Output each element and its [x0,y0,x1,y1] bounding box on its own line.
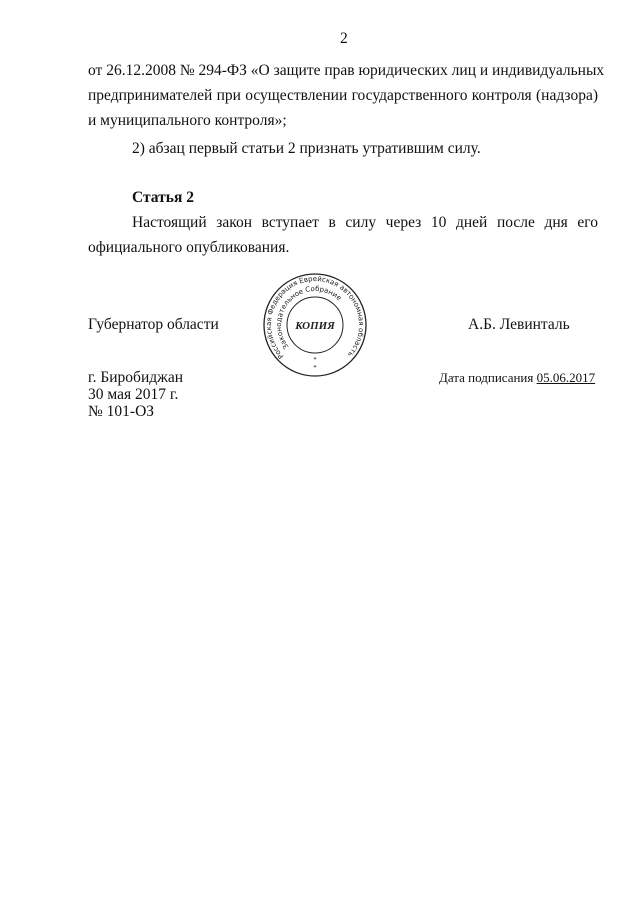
official-stamp [262,272,368,378]
stamp-inner-text: Законодательное Собрание [274,284,343,351]
paragraph-line: от 26.12.2008 № 294-ФЗ «О защите прав юридических лиц и индивидуальных [88,62,605,79]
law-date: 30 мая 2017 г. [88,386,179,403]
stamp-outer-text: Российская Федерация Еврейская автономная область [264,274,366,361]
signing-date-value: 05.06.2017 [536,370,596,385]
page-number: 2 [340,30,348,47]
signing-date-label: Дата подписания [439,370,534,385]
stamp-star-icon: * [313,364,317,372]
paragraph-item-2: 2) абзац первый статьи 2 признать утратившим силу. [132,140,481,157]
law-number: № 101-ОЗ [88,403,155,420]
paragraph-line: и муниципального контроля»; [88,112,287,129]
city: г. Биробиджан [88,369,184,386]
signatory-name: А.Б. Левинталь [468,316,570,333]
article-heading: Статья 2 [132,189,194,206]
paragraph-line: предпринимателей при осуществлении государственного контроля (надзора) [88,87,598,104]
signatory-position: Губернатор области [88,316,219,333]
article-text: Настоящий закон вступает в силу через 10 дней после дня его [132,214,598,231]
article-text: официального опубликования. [88,239,290,256]
stamp-star-icon: * [313,356,317,364]
stamp-center-text: КОПИЯ [295,320,335,332]
signing-date [439,369,595,387]
